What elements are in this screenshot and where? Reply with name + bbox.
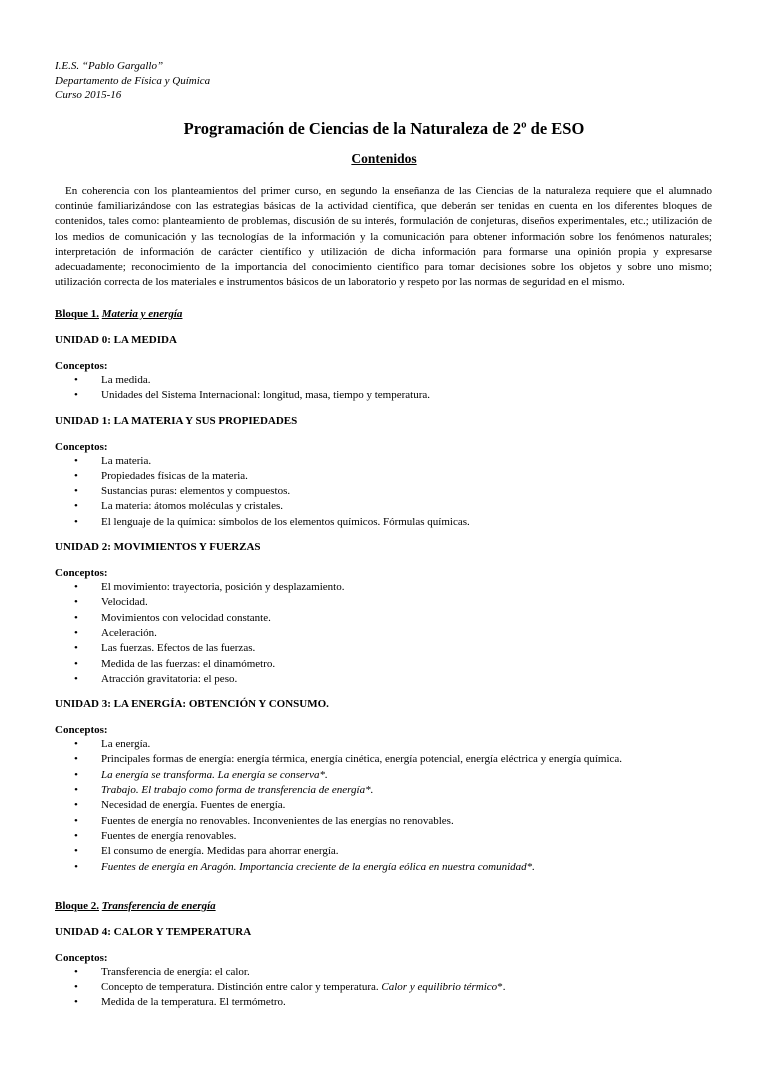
block-2-heading <box>55 899 725 913</box>
list-item: • Aceleración. <box>55 626 725 641</box>
list-item: • Unidades del Sistema Internacional: longitud, masa, tiempo y temperatura. <box>55 388 725 403</box>
block-1-name: Materia y energía <box>101 308 183 320</box>
list-item: • Fuentes de energía en Aragón. Importancia creciente de la energía eólica en nuestra comunidad*. <box>55 860 725 875</box>
unit-3-title: UNIDAD 3: LA ENERGÍA: OBTENCIÓN Y CONSUMO. <box>55 698 329 711</box>
list-item: • Medida de la temperatura. El termómetro. <box>55 995 725 1010</box>
block-2-name: Transferencia de energía <box>101 899 216 912</box>
list-item: • Fuentes de energía renovables. <box>55 829 725 844</box>
list-item: • La energía se transforma. La energía se conserva*. <box>55 768 725 783</box>
intro-paragraph: En coherencia con los planteamientos del primer curso, en segundo la enseñanza de las Ciencias de la naturaleza requiere que el alumnado continúe familiarizándose con las estrategias básicas de la actividad científica, que deberán ser tenidas en cuenta en los diferentes bloques de contenidos, tales como: planteamiento de problemas, discusión de su interés, formulación de conjeturas, diseños experimentales, etc.; utilización de los medios de comunicación y las tecnologías de la información y la comunicación para obtener información sobre los fenómenos naturales; interpretación de información de carácter científico y utilización de dicha información para formarse una opinión propia y expresarse adecuadamente; reconocimiento de la importancia del conocimiento científico para tomar decisiones sobre los objetos y sobre uno mismo; utilización correcta de los materiales e instrumentos básicos de un laboratorio y respeto por las normas de seguridad en el mismo. <box>55 185 712 289</box>
list-item: • Medida de las fuerzas: el dinamómetro. <box>55 657 725 672</box>
document-header <box>55 59 210 103</box>
list-item: • Trabajo. El trabajo como forma de transferencia de energía*. <box>55 783 725 798</box>
school-name: I.E.S. “Pablo Gargallo” <box>55 60 164 72</box>
list-item: • La medida. <box>55 373 725 388</box>
list-item-text: Concepto de temperatura. Distinción entre calor y temperatura. <box>101 981 382 994</box>
unit-1-list <box>55 454 725 530</box>
content-body <box>55 307 725 1011</box>
unit-0-list <box>55 373 725 404</box>
block-1-prefix: Bloque 1. <box>55 308 100 320</box>
list-item: • El movimiento: trayectoria, posición y desplazamiento. <box>55 580 725 595</box>
department-name: Departamento de Física y Química <box>55 74 211 87</box>
block-2-prefix: Bloque 2. <box>55 899 100 912</box>
unit-2-concepts-label: Conceptos: <box>55 567 108 580</box>
list-item: • Las fuerzas. Efectos de las fuerzas. <box>55 641 725 656</box>
page-subtitle: Contenidos <box>351 151 417 166</box>
academic-year: Curso 2015-16 <box>55 89 122 101</box>
unit-0-concepts-label: Conceptos: <box>55 360 108 372</box>
list-item: • Movimientos con velocidad constante. <box>55 611 725 626</box>
list-item: • La energía. <box>55 737 725 752</box>
list-item: • Transferencia de energía: el calor. <box>55 965 725 980</box>
page-title: Programación de Ciencias de la Naturaleza de 2º de ESO <box>183 119 585 138</box>
list-item: • La materia: átomos moléculas y cristales. <box>55 499 725 514</box>
list-item: • Sustancias puras: elementos y compuestos. <box>55 484 725 499</box>
unit-1-concepts-label: Conceptos: <box>55 440 108 453</box>
unit-4-list <box>55 965 725 1011</box>
unit-4-concepts-label: Conceptos: <box>55 951 108 964</box>
unit-4-title: UNIDAD 4: CALOR Y TEMPERATURA <box>55 925 252 938</box>
unit-2-list <box>55 580 725 687</box>
list-item-suffix: *. <box>497 981 506 994</box>
list-item: • Propiedades físicas de la materia. <box>55 469 725 484</box>
unit-3-concepts-label: Conceptos: <box>55 724 108 737</box>
list-item: • Fuentes de energía no renovables. Inconvenientes de las energías no renovables. <box>55 814 725 829</box>
unit-3-list <box>55 737 725 875</box>
unit-0-title: UNIDAD 0: LA MEDIDA <box>55 334 177 346</box>
list-item <box>55 980 725 995</box>
list-item: • Principales formas de energía: energía térmica, energía cinética, energía potencial, energía eléctrica y energía química. <box>55 752 725 767</box>
block-1-heading <box>55 307 725 321</box>
list-item: • Necesidad de energía. Fuentes de energía. <box>55 798 725 813</box>
list-item: • El consumo de energía. Medidas para ahorrar energía. <box>55 844 725 859</box>
unit-1-title: UNIDAD 1: LA MATERIA Y SUS PROPIEDADES <box>55 414 298 427</box>
list-item: • Atracción gravitatoria: el peso. <box>55 672 725 687</box>
list-item: • El lenguaje de la química: símbolos de los elementos químicos. Fórmulas químicas. <box>55 515 725 530</box>
list-item: • Velocidad. <box>55 595 725 610</box>
list-item-italic-text: Calor y equilibrio térmico <box>381 981 498 994</box>
list-item: • La materia. <box>55 454 725 469</box>
unit-2-title: UNIDAD 2: MOVIMIENTOS Y FUERZAS <box>55 541 261 554</box>
